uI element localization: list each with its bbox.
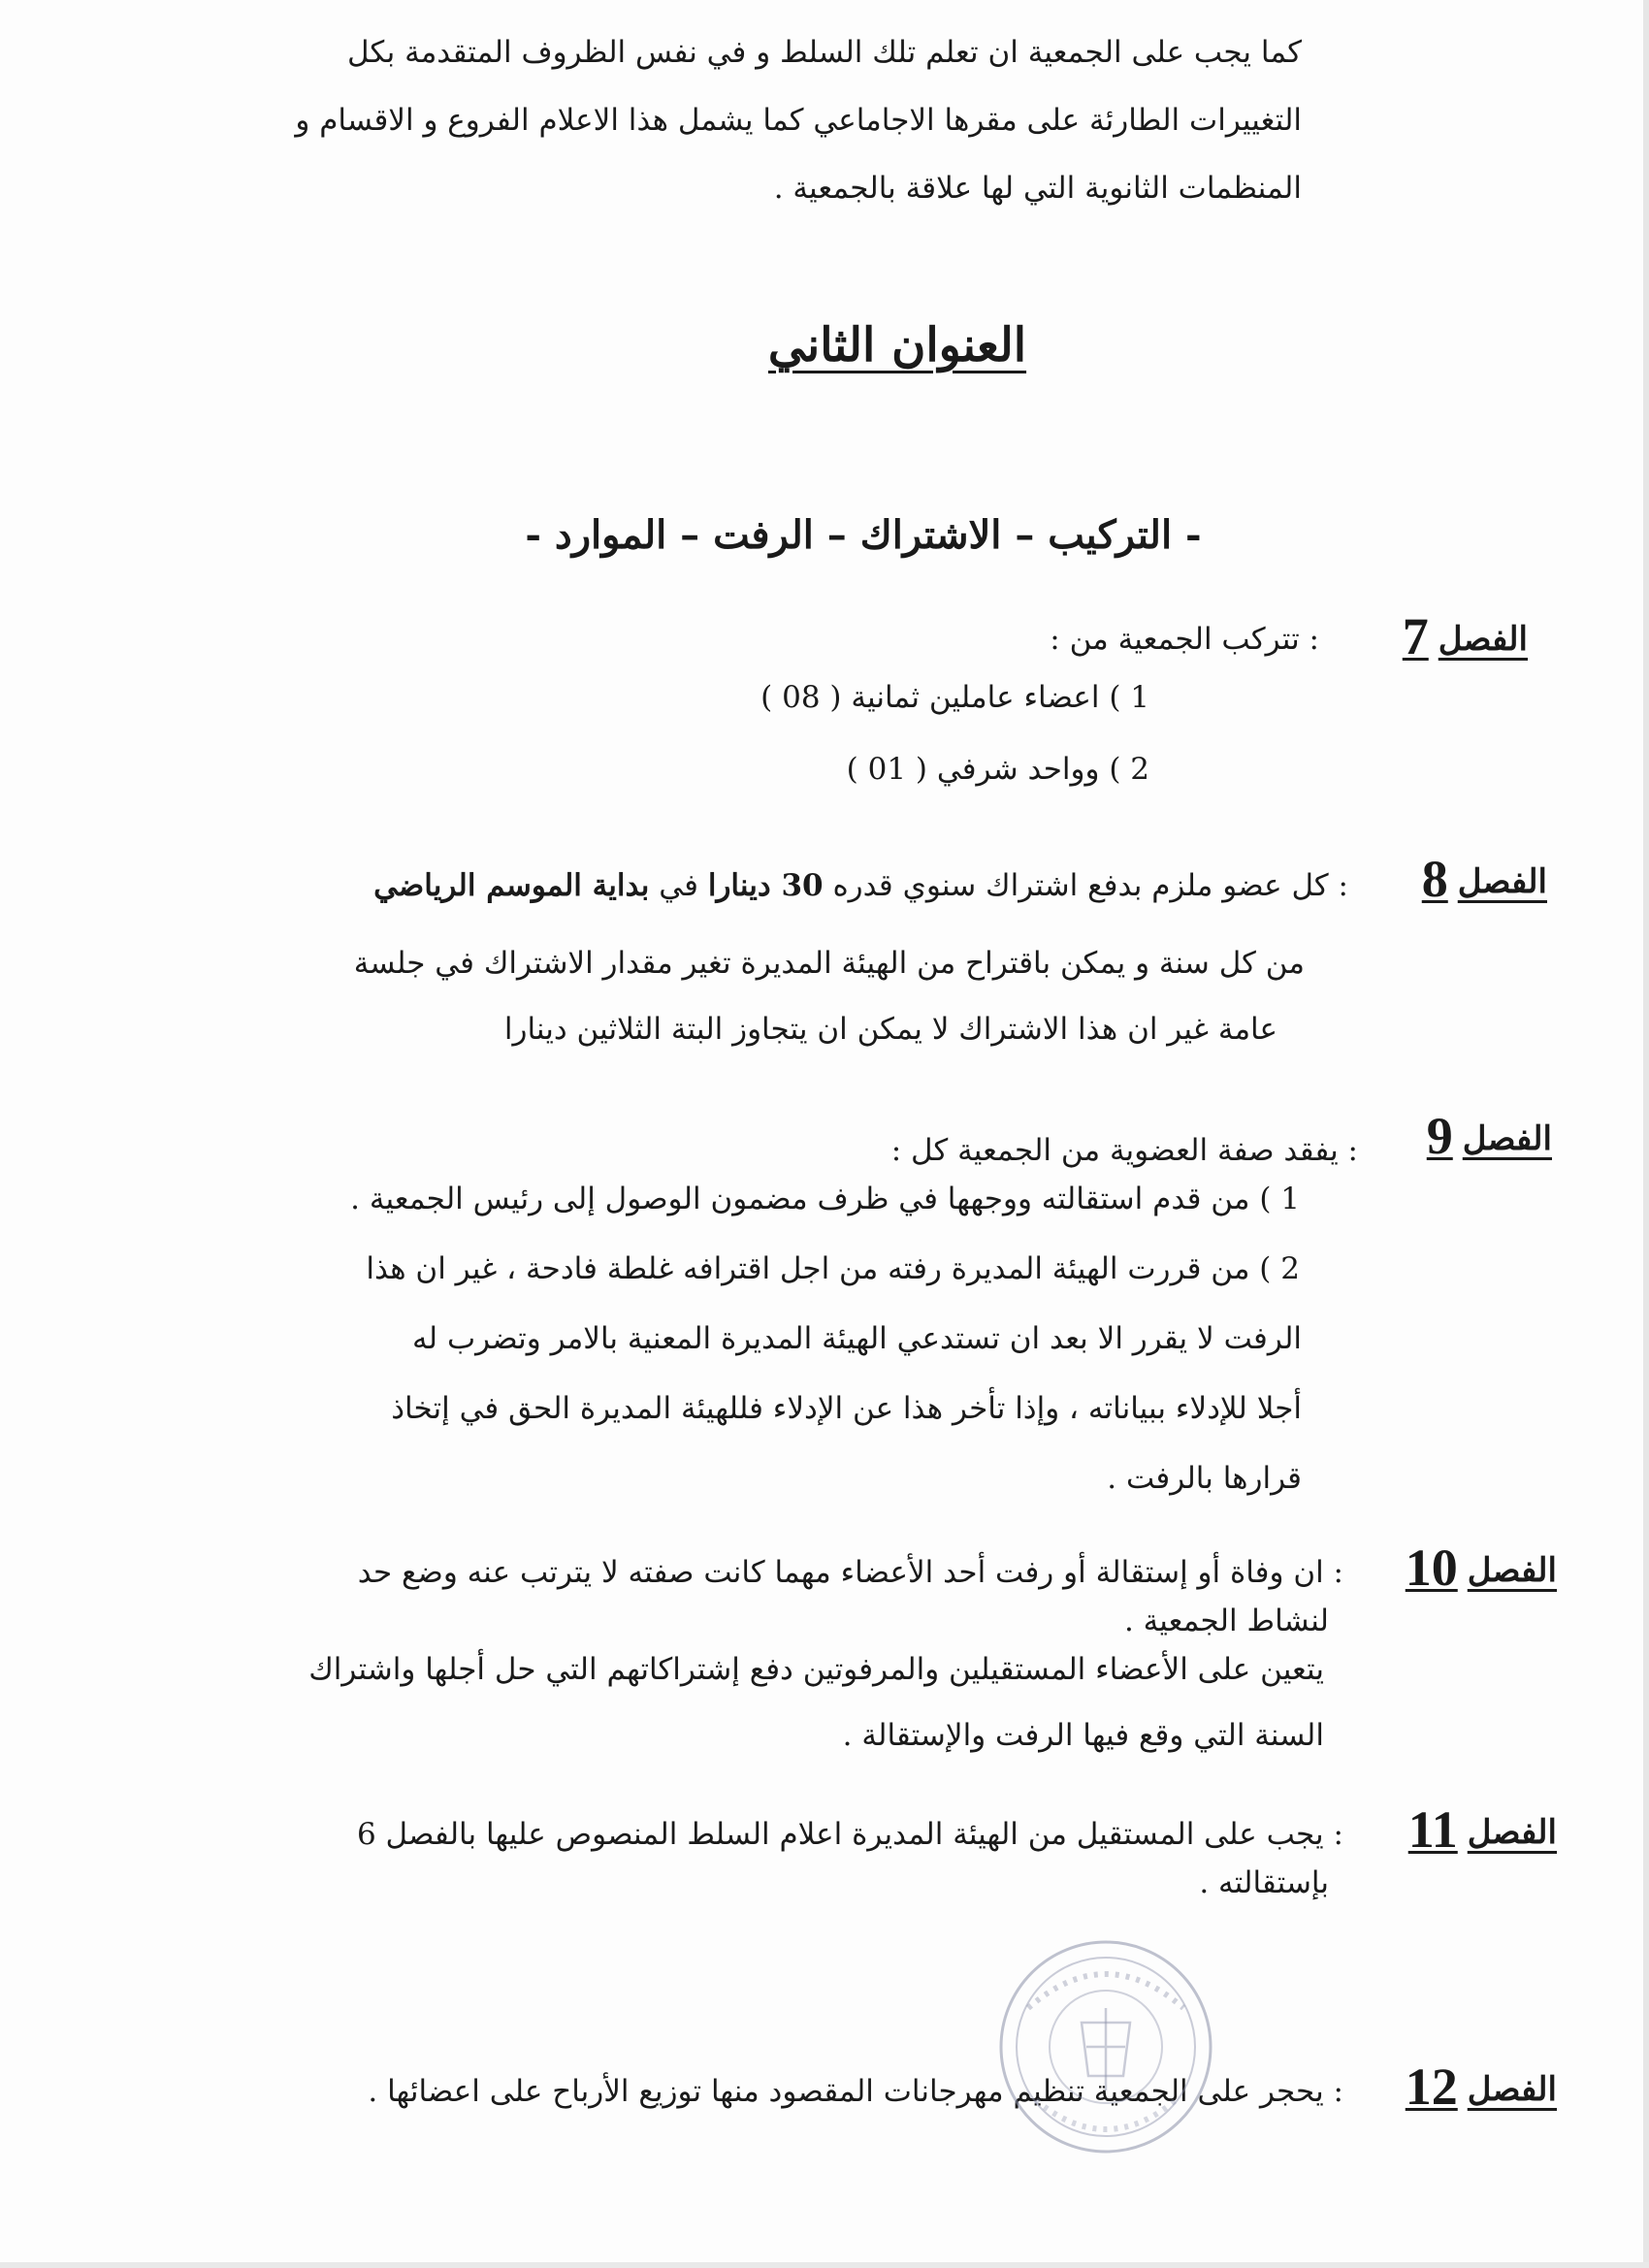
article-line: بإستقالته . [1199,1865,1329,1900]
article-item: 1 ) اعضاء عاملين ثمانية ( 08 ) [760,680,1149,715]
article-line: : يحجر على الجمعية تنظيم مهرجانات المقصود منها توزيع الأرباح على اعضائها . [368,2074,1343,2109]
article-number: 7 [1402,607,1429,665]
section-subtitle: - التركيب – الاشتراك – الرفت – الموارد - [525,512,1202,558]
article-line: أجلا للإدلاء ببياناته ، وإذا تأخر هذا عن الإدلاء فللهيئة المديرة الحق في إتخاذ [391,1391,1302,1426]
official-stamp-icon [989,1930,1222,2163]
article-line: يتعين على الأعضاء المستقيلين والمرفوتين دفع إشتراكاتهم التي حل أجلها واشتراك [308,1652,1324,1687]
article-word: الفصل [1457,862,1547,901]
article-11 [160,1799,1557,1916]
article-line: عامة غير ان هذا الاشتراك لا يمكن ان يتجاوز البتة الثلاثين دينارا [503,1012,1277,1047]
article-9 [175,1106,1552,1513]
article-word: الفصل [1467,2070,1557,2109]
article-label [1427,1106,1552,1166]
article-10 [160,1538,1557,1770]
article-line: الرفت لا يقرر الا بعد ان تستدعي الهيئة المديرة المعنية بالامر وتضرب له [412,1321,1302,1356]
article-number: 11 [1407,1800,1458,1859]
article-label [1408,1799,1557,1860]
article-text: : يفقد صفة العضوية من الجمعية كل : [890,1133,1358,1168]
intro-line-3: المنظمات الثانوية التي لها علاقة بالجمعية . [773,171,1302,206]
article-7 [267,606,1528,820]
scan-edge [1643,0,1649,2268]
article-item: 1 ) من قدم استقالته ووجهها في ظرف مضمون الوصول إلى رئيس الجمعية . [350,1182,1300,1216]
article-number: 10 [1405,1539,1458,1597]
intro-line-2: التغييرات الطارئة على مقرها الاجاماعي كما يشمل هذا الاعلام الفروع و الاقسام و [295,103,1302,138]
article-text-part: في [659,868,698,903]
article-text: : تتركب الجمعية من : [1050,622,1319,657]
article-label [1422,849,1547,909]
article-8 [189,849,1547,1082]
article-word: الفصل [1467,1551,1557,1590]
article-word: الفصل [1467,1813,1557,1852]
section-title: العنوان الثاني [767,318,1027,373]
article-text [373,868,1348,903]
article-word: الفصل [1438,620,1528,659]
article-line: من كل سنة و يمكن باقتراح من الهيئة المديرة تغير مقدار الاشتراك في جلسة [353,946,1305,981]
article-label [1406,1538,1557,1598]
article-line: لنشاط الجمعية . [1123,1604,1329,1638]
fee-amount: 30 دينارا [707,868,824,903]
article-number: 9 [1426,1107,1453,1165]
article-line: قرارها بالرفت . [1107,1461,1302,1496]
article-item: 2 ) من قررت الهيئة المديرة رفته من اجل اقترافه غلطة فادحة ، غير ان هذا [366,1251,1300,1286]
scan-edge [0,2262,1649,2268]
article-line: : ان وفاة أو إستقالة أو رفت أحد الأعضاء مهما كانت صفته لا يترتب عنه وضع حد [357,1555,1343,1590]
article-item: 2 ) وواحد شرفي ( 01 ) [846,752,1149,787]
article-line: السنة التي وقع فيها الرفت والإستقالة . [842,1718,1324,1753]
season-start: بداية الموسم الرياضي [373,868,650,903]
article-label [1403,606,1528,666]
article-line: : يجب على المستقيل من الهيئة المديرة اعلام السلط المنصوص عليها بالفصل 6 [356,1817,1343,1852]
article-number: 12 [1405,2057,1458,2116]
intro-line-1: كما يجب على الجمعية ان تعلم تلك السلط و في نفس الظروف المتقدمة بكل [347,35,1302,70]
article-number: 8 [1421,850,1448,908]
article-12 [160,2057,1557,2134]
article-text-part: : كل عضو ملزم بدفع اشتراك سنوي قدره [832,868,1348,903]
article-label [1406,2057,1557,2117]
article-word: الفصل [1462,1119,1552,1158]
